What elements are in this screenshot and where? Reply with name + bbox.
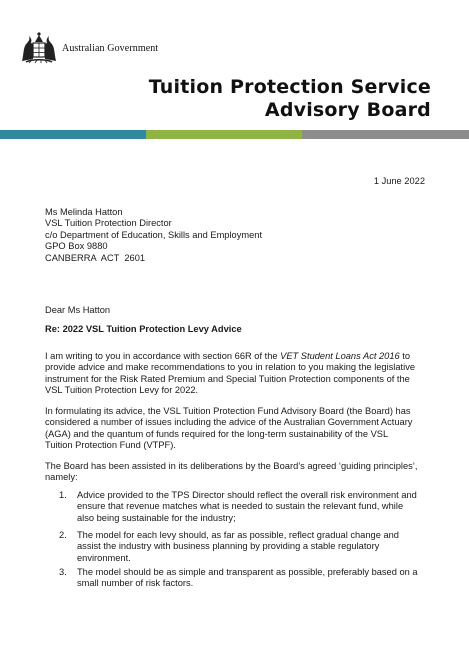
- header-stripe-green: [146, 130, 302, 139]
- subject-line: Re: 2022 VSL Tuition Protection Levy Advice: [45, 324, 242, 334]
- list-line: Advice provided to the TPS Director should reflect the overall risk environment and: [77, 490, 417, 500]
- government-name: Australian Government: [62, 42, 159, 54]
- list-line: assist the industry with business planning by providing a stable regulatory: [77, 541, 380, 552]
- paragraph-1: [45, 351, 427, 397]
- list-line: small number of risk factors.: [77, 578, 194, 589]
- list-number: 1.: [59, 490, 67, 500]
- address-line: GPO Box 9880: [45, 241, 108, 252]
- list-line: environment.: [77, 552, 131, 563]
- paragraph-3: [45, 461, 427, 484]
- letter-date: 1 June 2022: [373, 176, 425, 186]
- address-line: Ms Melinda Hatton: [45, 207, 123, 217]
- recipient-address: [45, 207, 425, 264]
- list-item-text: [77, 490, 429, 524]
- paragraph-line: The Board has been assisted in its deliberations by the Board’s agreed ‘guiding principles’,: [45, 461, 418, 471]
- address-line: c/o Department of Education, Skills and Employment: [45, 229, 263, 240]
- paragraph-line: provide advice and make recommendations to you in relation to you making the legislative: [45, 362, 416, 373]
- header-stripe-teal: [0, 130, 146, 139]
- coat-of-arms-icon: [18, 31, 60, 65]
- board-title-line2: Advisory Board: [264, 99, 431, 121]
- text-run: I am writing to you in accordance with section 66R of the: [45, 351, 281, 361]
- paragraph-line: In formulating its advice, the VSL Tuition Protection Fund Advisory Board (the Board) has: [45, 406, 411, 416]
- paragraph-line: VSL Tuition Protection Levy for 2022.: [45, 385, 199, 396]
- list-line: The model should be as simple and transparent as possible, preferably based on a: [77, 567, 418, 577]
- list-item-text: [77, 530, 429, 564]
- list-number: 2.: [59, 530, 67, 540]
- list-line: The model for each levy should, as far as possible, reflect gradual change and: [77, 530, 399, 540]
- act-title: VET Student Loans Act 2016: [280, 351, 400, 361]
- list-item-text: [77, 567, 429, 590]
- list-line: also being sustainable for the industry;: [77, 512, 236, 523]
- paragraph-2: [45, 406, 427, 452]
- list-line: ensure that revenue matches what is needed to sustain the relevant fund, while: [77, 501, 404, 512]
- paragraph-line: instrument for the Risk Rated Premium and Special Tuition Protection components of the: [45, 373, 410, 384]
- board-title: [149, 76, 431, 122]
- paragraph-line: considered a number of issues including the advice of the Australian Government Actuary: [45, 417, 413, 428]
- address-line: CANBERRA ACT 2601: [45, 252, 146, 263]
- australian-government-logo: [18, 30, 168, 66]
- address-line: VSL Tuition Protection Director: [45, 218, 172, 229]
- paragraph-line: [45, 351, 427, 362]
- board-title-line1: Tuition Protection Service: [148, 76, 431, 98]
- list-number: 3.: [59, 567, 67, 577]
- header-stripe-grey: [302, 130, 469, 139]
- paragraph-line: Tuition Protection Fund (VTPF).: [45, 440, 176, 451]
- text-run: to: [399, 351, 411, 361]
- salutation: Dear Ms Hatton: [45, 305, 111, 315]
- paragraph-line: namely:: [45, 472, 78, 483]
- paragraph-line: (AGA) and the quantum of funds required for the long-term sustainability of the VSL: [45, 428, 389, 439]
